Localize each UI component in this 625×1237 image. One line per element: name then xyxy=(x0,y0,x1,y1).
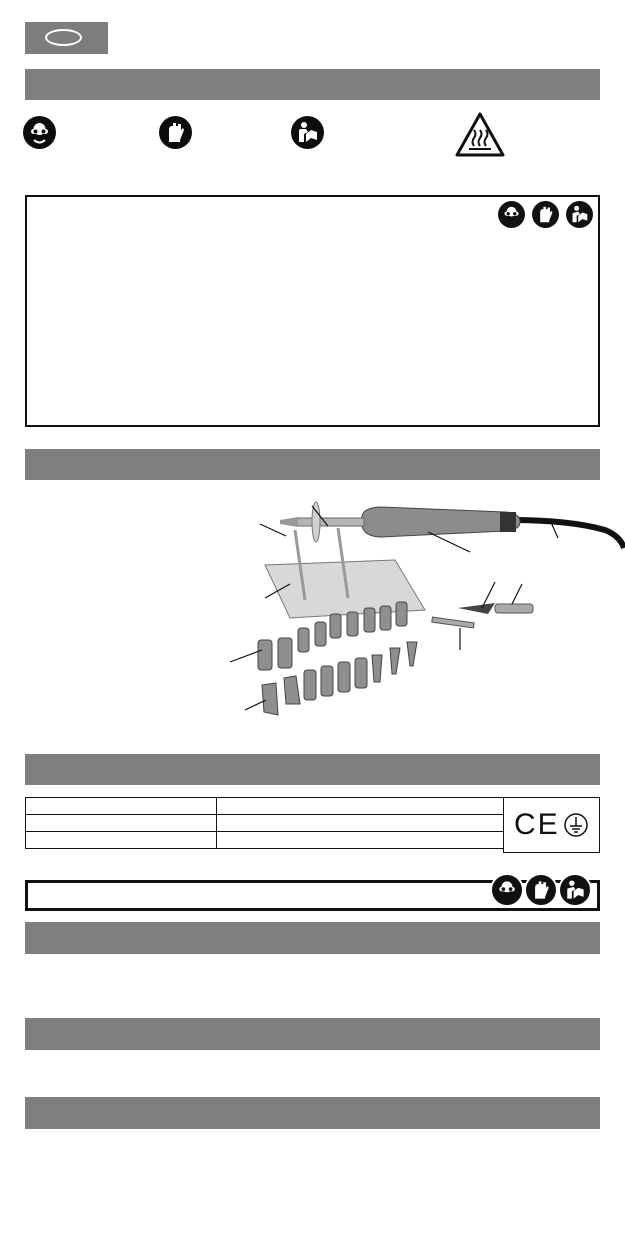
safety-goggles-icon xyxy=(23,116,56,149)
section-bar-1 xyxy=(25,69,600,100)
power-cable xyxy=(510,520,624,548)
read-manual-icon xyxy=(291,116,324,149)
table-row xyxy=(26,798,504,815)
tip-adapter xyxy=(432,617,474,628)
section-bar-3 xyxy=(25,754,600,785)
section-bar-5 xyxy=(25,1018,600,1050)
spec-label xyxy=(26,815,217,832)
protective-gloves-icon xyxy=(159,116,192,149)
protective-gloves-icon xyxy=(532,201,559,228)
safety-goggles-icon xyxy=(490,873,524,907)
warning-box xyxy=(25,195,600,427)
hot-surface-warning-icon xyxy=(455,112,505,157)
protective-earth-icon xyxy=(564,813,588,837)
spec-value xyxy=(217,832,504,849)
read-manual-icon xyxy=(558,873,592,907)
section-bar-6 xyxy=(25,1097,600,1129)
product-figure xyxy=(220,490,625,740)
language-badge xyxy=(25,22,108,54)
certification-marks xyxy=(503,797,600,853)
language-oval xyxy=(45,29,82,46)
protective-gloves-icon xyxy=(524,873,558,907)
section-bar-4 xyxy=(25,922,600,954)
spec-value xyxy=(217,798,504,815)
table-row xyxy=(26,815,504,832)
spec-value xyxy=(217,815,504,832)
spec-table xyxy=(25,797,600,853)
cutter-blade xyxy=(458,603,495,614)
table-row xyxy=(26,832,504,849)
knife-holder xyxy=(495,604,533,613)
spec-label xyxy=(26,798,217,815)
soldering-tip xyxy=(280,517,298,527)
ce-mark: CE xyxy=(514,808,560,841)
handle xyxy=(362,507,520,537)
sleeve xyxy=(296,518,364,526)
read-manual-icon xyxy=(566,201,593,228)
spec-label xyxy=(26,832,217,849)
note-box xyxy=(25,880,600,911)
safety-goggles-icon xyxy=(498,201,525,228)
section-bar-2 xyxy=(25,449,600,480)
